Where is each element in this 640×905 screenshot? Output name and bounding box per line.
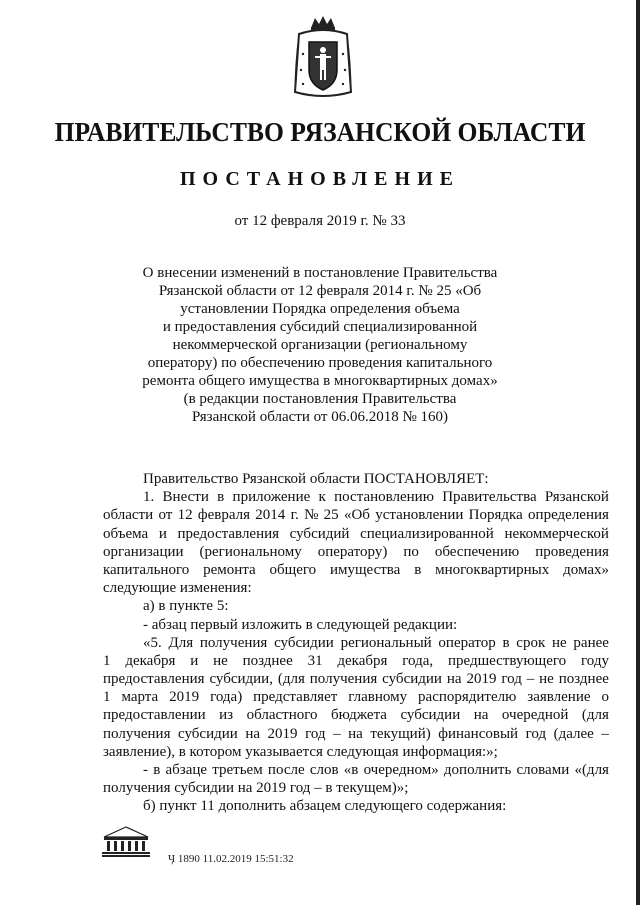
body-word: год bbox=[305, 725, 326, 742]
body-word: получения bbox=[199, 634, 268, 651]
body-line bbox=[103, 488, 609, 506]
body-word: 1 bbox=[103, 652, 111, 669]
body-word: в bbox=[217, 489, 225, 506]
body-word: капитального bbox=[103, 561, 190, 578]
body-line: следующие изменения: bbox=[103, 580, 252, 597]
body-word: установлении bbox=[375, 507, 464, 524]
title-line: некоммерческой организации (региональному bbox=[172, 337, 468, 353]
body-word: распорядителю bbox=[418, 689, 517, 706]
document-body bbox=[103, 470, 609, 816]
body-word: постановлению bbox=[334, 489, 434, 506]
title-line: оператору) по обеспечению проведения капитального bbox=[147, 355, 493, 371]
body-word: года, bbox=[402, 652, 434, 669]
body-word: год bbox=[525, 725, 547, 742]
body-word: субсидии bbox=[400, 707, 461, 724]
body-word: предоставлении bbox=[103, 707, 206, 724]
body-word: «5. bbox=[143, 634, 162, 651]
registration-stamp bbox=[168, 853, 294, 865]
document-date-number: от 12 февраля 2019 г. № 33 bbox=[234, 213, 406, 229]
body-word: словами bbox=[516, 762, 570, 778]
body-word: ранее bbox=[573, 634, 609, 651]
body-word: – bbox=[526, 671, 535, 688]
body-word: определения bbox=[528, 507, 609, 524]
document-title bbox=[120, 264, 520, 426]
body-word: на bbox=[245, 725, 260, 742]
body-word: из bbox=[219, 707, 234, 724]
body-word: декабря bbox=[337, 652, 388, 669]
body-word: многоквартирных bbox=[435, 561, 550, 578]
body-word: проведения bbox=[535, 543, 609, 560]
body-word: о bbox=[601, 689, 609, 706]
title-line: и предоставления субсидий специализированной bbox=[162, 319, 478, 335]
title-line: ремонта общего имущества в многоквартирных домах» bbox=[142, 373, 498, 389]
body-word: на bbox=[473, 707, 489, 724]
body-word: после bbox=[267, 762, 305, 778]
body-word: в bbox=[153, 762, 161, 778]
body-word: к bbox=[318, 489, 326, 506]
scan-edge bbox=[636, 0, 640, 905]
body-word: оператор bbox=[438, 634, 496, 651]
body-word: некоммерческой bbox=[504, 525, 609, 542]
body-word: объема bbox=[103, 525, 149, 542]
body-word: срок bbox=[516, 634, 546, 651]
body-word: дополнить bbox=[443, 762, 512, 778]
body-line bbox=[103, 543, 609, 561]
body-word: очередной bbox=[501, 707, 569, 724]
body-word: в bbox=[414, 561, 422, 578]
body-word: субсидии, bbox=[209, 671, 273, 688]
body-word: оператору) bbox=[317, 543, 388, 560]
body-word: организации bbox=[103, 543, 184, 560]
body-word: главному bbox=[348, 689, 408, 706]
body-word: и bbox=[158, 525, 167, 542]
body-word: (региональному bbox=[199, 543, 302, 560]
body-word: имущества bbox=[329, 561, 401, 578]
stamp-text: 1890 11.02.2019 15:51:32 bbox=[177, 853, 294, 865]
title-line: Рязанской области от 06.06.2018 № 160) bbox=[191, 409, 449, 425]
body-word: предоставления bbox=[103, 671, 205, 688]
body-word: Рязанской bbox=[544, 489, 609, 506]
organization-name: ПРАВИТЕЛЬСТВО РЯЗАНСКОЙ ОБЛАСТИ bbox=[54, 116, 586, 147]
body-line bbox=[103, 688, 609, 706]
body-word: субсидии bbox=[178, 725, 238, 742]
body-word: области bbox=[103, 507, 154, 524]
body-word: региональный bbox=[340, 634, 432, 651]
body-line: - абзац первый изложить в следующей редакции: bbox=[143, 616, 458, 633]
body-word: от bbox=[158, 507, 173, 524]
body-word: специализированной bbox=[360, 525, 494, 542]
body-word: год bbox=[501, 671, 522, 688]
body-word: Правительства bbox=[442, 489, 537, 506]
body-word: 2019 bbox=[169, 689, 200, 706]
body-line bbox=[103, 634, 609, 652]
body-word: не bbox=[213, 652, 228, 669]
body-word: ремонта bbox=[203, 561, 256, 578]
body-word: 1. bbox=[143, 489, 155, 506]
body-word: субсидий bbox=[289, 525, 350, 542]
body-word: (для bbox=[277, 671, 305, 688]
body-word: текущий) bbox=[370, 725, 431, 742]
body-word: «(для bbox=[574, 762, 609, 778]
body-word: в bbox=[502, 634, 510, 651]
body-line bbox=[103, 506, 609, 524]
body-word: общего bbox=[269, 561, 317, 578]
body-word: – bbox=[333, 725, 341, 742]
body-word: приложение bbox=[232, 489, 311, 506]
body-word: предоставления bbox=[177, 525, 280, 542]
body-line bbox=[103, 725, 609, 743]
body-line bbox=[103, 561, 609, 579]
body-word: областного bbox=[246, 707, 318, 724]
body-word: 2019 bbox=[466, 671, 497, 688]
body-word: бюджета bbox=[331, 707, 387, 724]
stamp-mark: Ӌ bbox=[168, 853, 176, 865]
body-line: а) в пункте 5: bbox=[143, 598, 229, 615]
body-word: № bbox=[304, 507, 319, 524]
body-word: обеспечению bbox=[434, 543, 520, 560]
body-word: позднее bbox=[558, 671, 609, 688]
body-word: абзаце bbox=[165, 762, 208, 778]
building-logo-icon bbox=[98, 825, 154, 859]
body-word: очередном» bbox=[363, 762, 439, 778]
title-line: (в редакции постановления Правительства bbox=[183, 391, 457, 407]
body-word: на bbox=[446, 671, 462, 688]
body-word: 25 bbox=[323, 507, 339, 524]
body-word: года) bbox=[210, 689, 243, 706]
body-line: получения субсидии на 2019 год – в текущем)»; bbox=[103, 780, 409, 797]
body-word: заявление bbox=[527, 689, 591, 706]
body-word: домах» bbox=[563, 561, 609, 578]
title-line: установлении Порядка определения объема bbox=[180, 301, 460, 317]
body-word: 31 bbox=[307, 652, 323, 669]
body-word: предшествующего bbox=[447, 652, 567, 669]
body-line: заявление), в котором указывается следующая информация:»; bbox=[103, 743, 498, 760]
body-word: субсидии bbox=[274, 634, 334, 651]
document-type: ПОСТАНОВЛЕНИЕ bbox=[180, 168, 460, 190]
body-word: «Об bbox=[343, 507, 370, 524]
body-word: (для bbox=[581, 707, 609, 724]
title-line: О внесении изменений в постановление Правительства bbox=[142, 265, 498, 281]
body-word: и bbox=[190, 652, 199, 669]
body-word: Для bbox=[168, 634, 194, 651]
body-line: Правительство Рязанской области ПОСТАНОВЛЯЕТ: bbox=[143, 471, 489, 487]
body-word: Внести bbox=[162, 489, 209, 506]
body-line bbox=[103, 706, 609, 724]
body-word: не bbox=[551, 634, 567, 651]
title-line: Рязанской области от 12 февраля 2014 г. № 25 «Об bbox=[158, 283, 482, 299]
body-word: «в bbox=[343, 762, 359, 778]
body-word: слов bbox=[309, 762, 339, 778]
body-word: представляет bbox=[253, 689, 338, 706]
body-word: декабря bbox=[125, 652, 176, 669]
body-word: (далее bbox=[553, 725, 594, 742]
body-word: третьем bbox=[212, 762, 263, 778]
body-word: на bbox=[348, 725, 363, 742]
coat-of-arms-icon bbox=[289, 14, 357, 104]
body-word: февраля bbox=[197, 507, 250, 524]
body-word: позднее bbox=[242, 652, 293, 669]
body-word: 1 bbox=[103, 689, 111, 706]
body-word: г. bbox=[290, 507, 299, 524]
body-line bbox=[103, 761, 609, 779]
body-word: - bbox=[143, 762, 148, 778]
body-line bbox=[103, 525, 609, 543]
body-word: по bbox=[403, 543, 419, 560]
body-word: 2014 bbox=[255, 507, 286, 524]
body-line bbox=[103, 652, 609, 670]
body-line: б) пункт 11 дополнить абзацем следующего содержания: bbox=[143, 798, 507, 815]
body-word: 2019 bbox=[267, 725, 298, 742]
body-word: субсидии bbox=[382, 671, 442, 688]
body-word: Порядка bbox=[468, 507, 523, 524]
body-word: финансовый bbox=[438, 725, 519, 742]
body-word: 12 bbox=[177, 507, 193, 524]
body-word: году bbox=[581, 652, 609, 669]
body-word: получения bbox=[309, 671, 378, 688]
body-word: марта bbox=[121, 689, 159, 706]
body-word: не bbox=[539, 671, 554, 688]
body-line bbox=[103, 670, 609, 688]
body-word: – bbox=[601, 725, 609, 742]
body-word: получения bbox=[103, 725, 171, 742]
